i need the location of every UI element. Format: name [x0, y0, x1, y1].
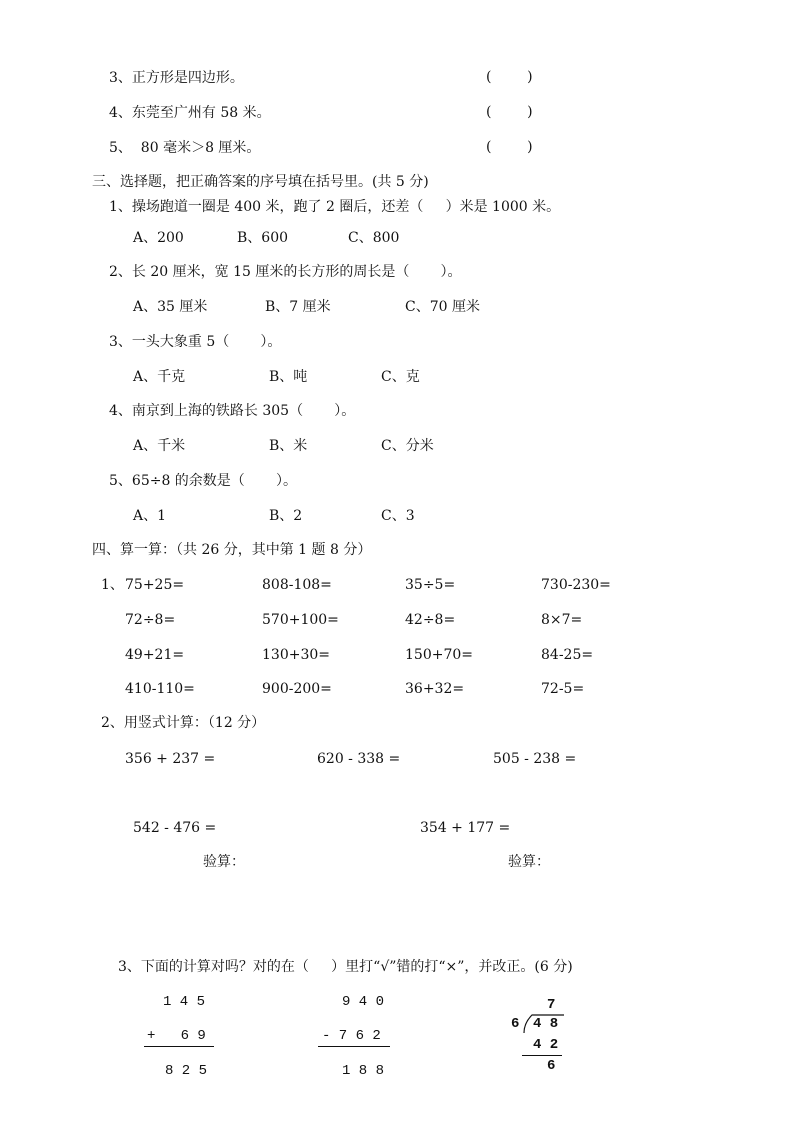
difference-result: 1 8 8	[342, 1063, 385, 1079]
oral-calc-item: 730-230=	[541, 577, 611, 593]
minuend: 9 4 0	[342, 994, 385, 1010]
option-a[interactable]: A、35 厘米	[133, 299, 208, 315]
option-b[interactable]: B、2	[269, 508, 303, 524]
vertical-calc-item: 356 + 237 =	[125, 751, 216, 767]
answer-blank[interactable]: ( )	[486, 139, 533, 155]
answer-blank[interactable]: ( )	[486, 69, 533, 85]
option-b[interactable]: B、7 厘米	[265, 299, 331, 315]
oral-calc-item: 35÷5=	[405, 577, 456, 593]
option-c[interactable]: C、70 厘米	[405, 299, 480, 315]
option-c[interactable]: C、800	[348, 230, 400, 246]
question-text: 2、长 20 厘米，宽 15 厘米的长方形的周长是（ ）。	[109, 264, 462, 280]
choice-section-title: 三、选择题，把正确答案的序号填在括号里。(共 5 分)	[92, 174, 429, 190]
answer-blank[interactable]: ( )	[486, 104, 533, 120]
divisor: 6	[511, 1016, 520, 1032]
judge-item-text: 3、正方形是四边形。	[109, 70, 244, 86]
oral-calc-item: 72-5=	[541, 681, 585, 697]
remainder: 6	[547, 1058, 556, 1074]
question-text: 5、65÷8 的余数是（ ）。	[109, 473, 297, 489]
question-number: 1、	[101, 577, 124, 593]
vertical-calc-title: 2、用竖式计算：（12 分）	[101, 715, 266, 731]
question-text: 3、一头大象重 5（ ）。	[109, 334, 282, 350]
oral-calc-item: 84-25=	[541, 647, 594, 663]
question-text: 1、操场跑道一圈是 400 米，跑了 2 圈后，还差（ ）米是 1000 米。	[109, 199, 561, 215]
option-c[interactable]: C、分米	[381, 438, 434, 454]
vertical-calc-item: 505 - 238 =	[493, 751, 577, 767]
oral-calc-item: 900-200=	[262, 681, 332, 697]
check-label: 验算：	[508, 854, 550, 870]
subtrahend: - 7 6 2	[322, 1028, 381, 1044]
option-b[interactable]: B、米	[269, 438, 308, 454]
option-b[interactable]: B、600	[237, 230, 289, 246]
oral-calc-item: 36+32=	[405, 681, 465, 697]
option-c[interactable]: C、3	[381, 508, 415, 524]
option-a[interactable]: A、1	[133, 508, 167, 524]
division-line	[522, 1055, 562, 1056]
judge-item-text: 4、东莞至广州有 58 米。	[109, 105, 271, 121]
check-label: 验算：	[203, 854, 245, 870]
difference-line	[318, 1046, 390, 1047]
oral-calc-item: 8×7=	[541, 612, 583, 628]
option-a[interactable]: A、千克	[133, 369, 186, 385]
oral-calc-item: 808-108=	[262, 577, 332, 593]
option-a[interactable]: A、千米	[133, 438, 186, 454]
addend-top: 1 4 5	[163, 994, 206, 1010]
option-a[interactable]: A、200	[133, 230, 184, 246]
oral-calc-item: 42÷8=	[405, 612, 456, 628]
vertical-calc-item: 354 + 177 =	[420, 820, 511, 836]
addend-bottom: + 6 9	[147, 1028, 206, 1044]
oral-calc-item: 72÷8=	[125, 612, 176, 628]
oral-calc-item: 130+30=	[262, 647, 330, 663]
oral-calc-item: 75+25=	[125, 577, 185, 593]
dividend: 4 8	[533, 1016, 559, 1032]
calc-section-title: 四、算一算：（共 26 分，其中第 1 题 8 分）	[92, 542, 372, 558]
sum-result: 8 2 5	[165, 1063, 208, 1079]
oral-calc-item: 49+21=	[125, 647, 185, 663]
vertical-calc-item: 542 - 476 =	[133, 820, 217, 836]
sum-line	[144, 1046, 214, 1047]
quotient: 7	[547, 997, 556, 1013]
judge-item-text: 5、 80 毫米＞8 厘米。	[109, 140, 261, 156]
oral-calc-item: 570+100=	[262, 612, 339, 628]
oral-calc-item: 150+70=	[405, 647, 473, 663]
option-b[interactable]: B、吨	[269, 369, 308, 385]
question-text: 4、南京到上海的铁路长 305（ ）。	[109, 403, 356, 419]
option-c[interactable]: C、克	[381, 369, 420, 385]
correction-title: 3、下面的计算对吗？对的在（ ）里打“√”错的打“×”，并改正。(6 分)	[118, 959, 573, 975]
oral-calc-item: 410-110=	[125, 681, 195, 697]
partial-product: 4 2	[533, 1037, 559, 1053]
vertical-calc-item: 620 - 338 =	[317, 751, 401, 767]
